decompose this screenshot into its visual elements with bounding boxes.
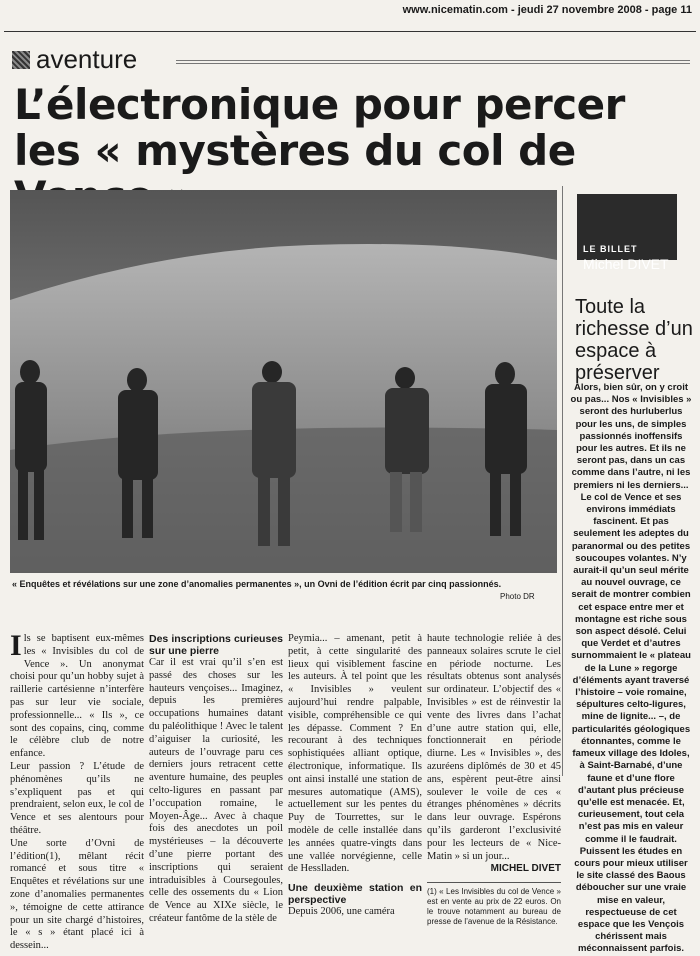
author-signature: MICHEL DIVET: [490, 863, 561, 875]
paragraph: Peymia... – amenant, petit à petit, à cette singularité des lieux qui visiblement fascine les auteurs. À tel point que les « Invisibles » veulent aujourd’hui rendre palpable, visible, compréhensible ce qui les dépasse. Comment ? En recourant à des techniques sophistiquées alliant optique, électronique, informatique. Ils ont ainsi installé une station de mesures automatique (AMS), actuellement sur les pentes du Puy de Tourrettes, sur le modèle de celle installée dans les années quatre-vingts dans une vallée norvégienne, celle de Hesslladen.: [288, 633, 422, 875]
billet-sidebar: [567, 186, 693, 955]
paragraph: Depuis 2006, une caméra: [288, 906, 395, 918]
article-column-3: [288, 633, 422, 919]
paragraph: Leur passion ? L’étude de phénomènes qu’ils ne s’expliquent pas et qui prendraient, selon eux, le col de Vence et ses alentours pour théâtre.: [10, 760, 144, 836]
subheading: Une deuxième station en perspective: [288, 882, 422, 907]
photo-illustration: [10, 190, 557, 573]
dropcap: I: [10, 629, 22, 662]
billet-author: Michel DIVET: [583, 256, 669, 272]
footnote: (1) « Les Invisibles du col de Vence » est en vente au prix de 22 euros. On le trouve notamment au bureau de presse de l’avenue de la Résistance.: [427, 882, 561, 927]
section-label: aventure: [36, 44, 138, 74]
page-header: www.nicematin.com - jeudi 27 novembre 2008 - page 11: [402, 4, 692, 16]
section-square-icon: [12, 51, 30, 69]
paragraph: Une sorte d’Ovni de l’édition(1), mêlant récit romancé et sous titre « Enquêtes et révélations sur une zone d’anomalies permanentes », témoigne de cette attirance pour un site chargé d’histoires, le « s » étant placé ici à dessein...: [10, 837, 144, 952]
photo-caption: « Enquêtes et révélations sur une zone d’anomalies permanentes », un Ovni de l’édition écrit par cinq passionnés.: [12, 579, 502, 589]
column-divider: [562, 186, 563, 776]
paragraph: ls se baptisent eux-mêmes les « Invisibles du col de Vence ». Un anonymat choisi pour qu’un hobby sujet à raillerie cartésienne n’interfère pas sur leur vie sociale, professionnelle... « Ils », ce sont des copains, cinq, comme le célèbre club de notre enfance.: [10, 633, 144, 760]
section-heading: [12, 44, 137, 75]
billet-title: Toute la richesse d’un espace à préserver: [575, 296, 693, 384]
billet-body: Alors, bien sûr, on y croit ou pas... Nos « Invisibles » seront des hurluberlus pour les uns, de simples passionnés inoffensifs pour les autres. Et ils ne seront pas, dans un cas comme dans l’autre, ni les premiers ni les derniers... Le col de Vence et ses environs immédiats fascinent. Et pas seulement les adeptes du paranormal ou des petites soucoupes volantes. N’y aurait-il qu’un seul mérite au nouvel ouvrage, ce serait de montrer combien cet espace entre mer et montagne est riche sous son aspect désolé. Celui que Verdet et d’autres surnommaient le « plateau de la Lune » regorge d’éléments ayant traversé l’histoire – voie romaine, sépultures celto-ligures, mine de lignite... –, de particularités géologiques étonnantes, comme le fameux village des Idoles, à Saint-Barnabé, d’une faune et d’une flore d’autant plus précieuse qu’elle est menacée. Et, curieusement, tout cela n’est pas mis en valeur comme il le faudrait. Puissent les études en cours pour mieux utiliser le site classé des Baous déboucher sur une vraie mise en valeur, respectueuse de cet espace que les Vençois chérissent mais méconnaissent parfois.: [570, 382, 692, 955]
subheading: Des inscriptions curieuses sur une pierre: [149, 633, 283, 657]
header-rule: [4, 31, 696, 32]
headline-line-1: L’électronique pour percer: [14, 80, 625, 129]
section-rule: [176, 60, 690, 64]
paragraph: haute technologie reliée à des panneaux solaires scrute le ciel en période nocturne. Les résultats obtenus sont analysés sur ordinateur. L’objectif des « Invisibles » est de réinvestir la vente des livres dans l’achat d’une autre station qui, elle, fonctionnerait en période diurne. Les « Invisibles », des azuréens diplômés de 30 et 45 ans, espèrent peut-être ainsi soulever le voile de ces « étranges phénomènes » décrits dans leur ouvrage. Espérons qu’ils garderont l’exclusivité pour les lecteurs de « Nice-Matin » si un jour...: [427, 633, 561, 862]
headline-line-2: les « mystères du col de: [14, 126, 576, 175]
paragraph: Car il est vrai qu’il s’en est passé des choses sur les hauteurs vençoises... Imaginez, depuis les premières occupations humaines datant du paléolithique ! Avec le talent d’aiguiser la curiosité, les auteurs de l’ouvrage paru ces derniers jours retracent cette aventure humaine, des peuples celto-ligures en passant par l’occupation romaine, le Moyen-Âge... Avec à chaque fois des anecdotes un poil mystérieuses – la découverte d’une pierre portant des inscriptions qui seraient intraduisibles à Coursegoules, celle des ossements du « Lion de Vence au XIXe siècle, le créateur fantôme de la stèle de: [149, 657, 283, 924]
article-column-1: [10, 629, 144, 953]
photo-credit: Photo DR: [500, 592, 535, 601]
billet-label: LE BILLET: [583, 244, 638, 254]
article-photo: [10, 190, 557, 573]
article-column-2: [149, 633, 283, 926]
article-column-4: [427, 633, 561, 927]
